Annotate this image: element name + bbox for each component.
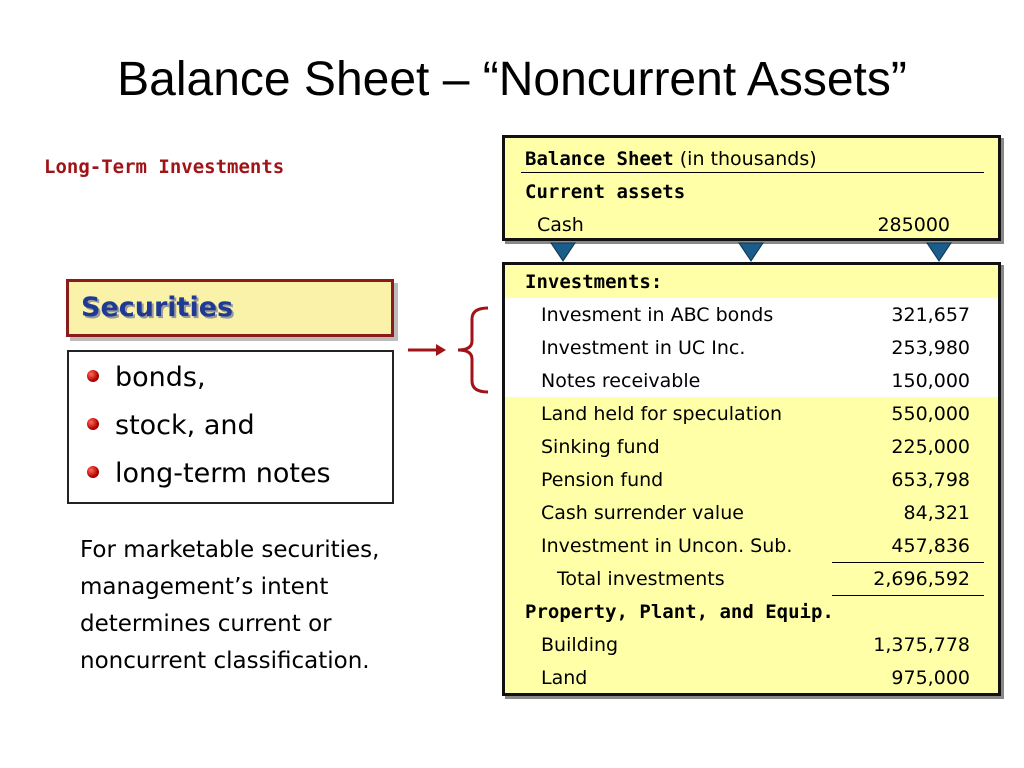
row-label: Land (541, 667, 588, 689)
list-item-text: long-term notes (115, 458, 331, 489)
securities-list (67, 350, 394, 504)
total-investments-row (505, 562, 998, 595)
row-value: 1,375,778 (873, 634, 970, 656)
slide-title: Balance Sheet – “Noncurrent Assets” (117, 53, 907, 106)
bullet-icon (87, 418, 99, 430)
table-row (505, 496, 998, 529)
table-row (505, 397, 998, 430)
table-row (505, 298, 998, 331)
table-row (505, 529, 998, 562)
pointer-down-icon (737, 241, 765, 263)
note-line: management’s intent (80, 574, 329, 600)
row-label: Cash surrender value (541, 502, 744, 524)
current-assets-heading: Current assets (525, 181, 686, 203)
bullet-icon (87, 466, 99, 478)
table-row (505, 661, 998, 694)
table-row (505, 331, 998, 364)
row-label: Building (541, 634, 619, 656)
row-value: 321,657 (891, 304, 970, 326)
row-value: 84,321 (903, 502, 970, 524)
table-row (505, 364, 998, 397)
note-line: noncurrent classification. (80, 648, 370, 674)
pointer-down-icon (549, 241, 577, 263)
row-value: 253,980 (891, 337, 970, 359)
section-subtitle: Long-Term Investments (44, 156, 285, 178)
table-row (505, 430, 998, 463)
row-label: Land held for speculation (541, 403, 783, 425)
balance-sheet-heading: Balance Sheet (525, 148, 674, 170)
balance-sheet-header (505, 142, 998, 175)
ppe-heading: Property, Plant, and Equip. (525, 601, 834, 623)
classification-note (80, 532, 460, 680)
current-assets-heading-row (505, 175, 998, 208)
total-label: Total investments (557, 568, 725, 590)
row-value: 550,000 (891, 403, 970, 425)
cash-row (505, 208, 998, 241)
row-value: 225,000 (891, 436, 970, 458)
note-line: determines current or (80, 611, 332, 637)
list-item (87, 362, 206, 393)
list-item-text: bonds, (115, 362, 206, 393)
row-value: 653,798 (891, 469, 970, 491)
note-line: For marketable securities, (80, 537, 380, 563)
right-arrow-icon (408, 342, 448, 358)
securities-box (66, 279, 394, 337)
list-item (87, 458, 331, 489)
list-item-text: stock, and (115, 410, 255, 441)
header-divider (521, 172, 984, 173)
list-item (87, 410, 255, 441)
investments-heading: Investments: (525, 271, 663, 293)
row-value: 150,000 (891, 370, 970, 392)
row-value: 975,000 (891, 667, 970, 689)
units-note: (in thousands) (679, 148, 817, 170)
row-label: Investment in UC Inc. (541, 337, 746, 359)
curly-brace-icon (448, 305, 492, 395)
investments-box (502, 262, 1001, 696)
table-row (505, 628, 998, 661)
total-value: 2,696,592 (873, 568, 970, 590)
securities-label: Securities (81, 292, 234, 323)
row-label: Investment in Uncon. Sub. (541, 535, 793, 557)
row-label: Pension fund (541, 469, 664, 491)
investments-heading-row (505, 265, 998, 298)
balance-sheet-heading-text (525, 148, 817, 170)
cash-label: Cash (537, 214, 584, 236)
pointer-down-icon (925, 241, 953, 263)
table-row (505, 463, 998, 496)
cash-value: 285000 (877, 214, 950, 236)
row-label: Sinking fund (541, 436, 660, 458)
row-label: Invesment in ABC bonds (541, 304, 774, 326)
bullet-icon (87, 370, 99, 382)
ppe-heading-row (505, 595, 998, 628)
row-value: 457,836 (891, 535, 970, 557)
row-label: Notes receivable (541, 370, 701, 392)
current-assets-box (502, 135, 1001, 241)
